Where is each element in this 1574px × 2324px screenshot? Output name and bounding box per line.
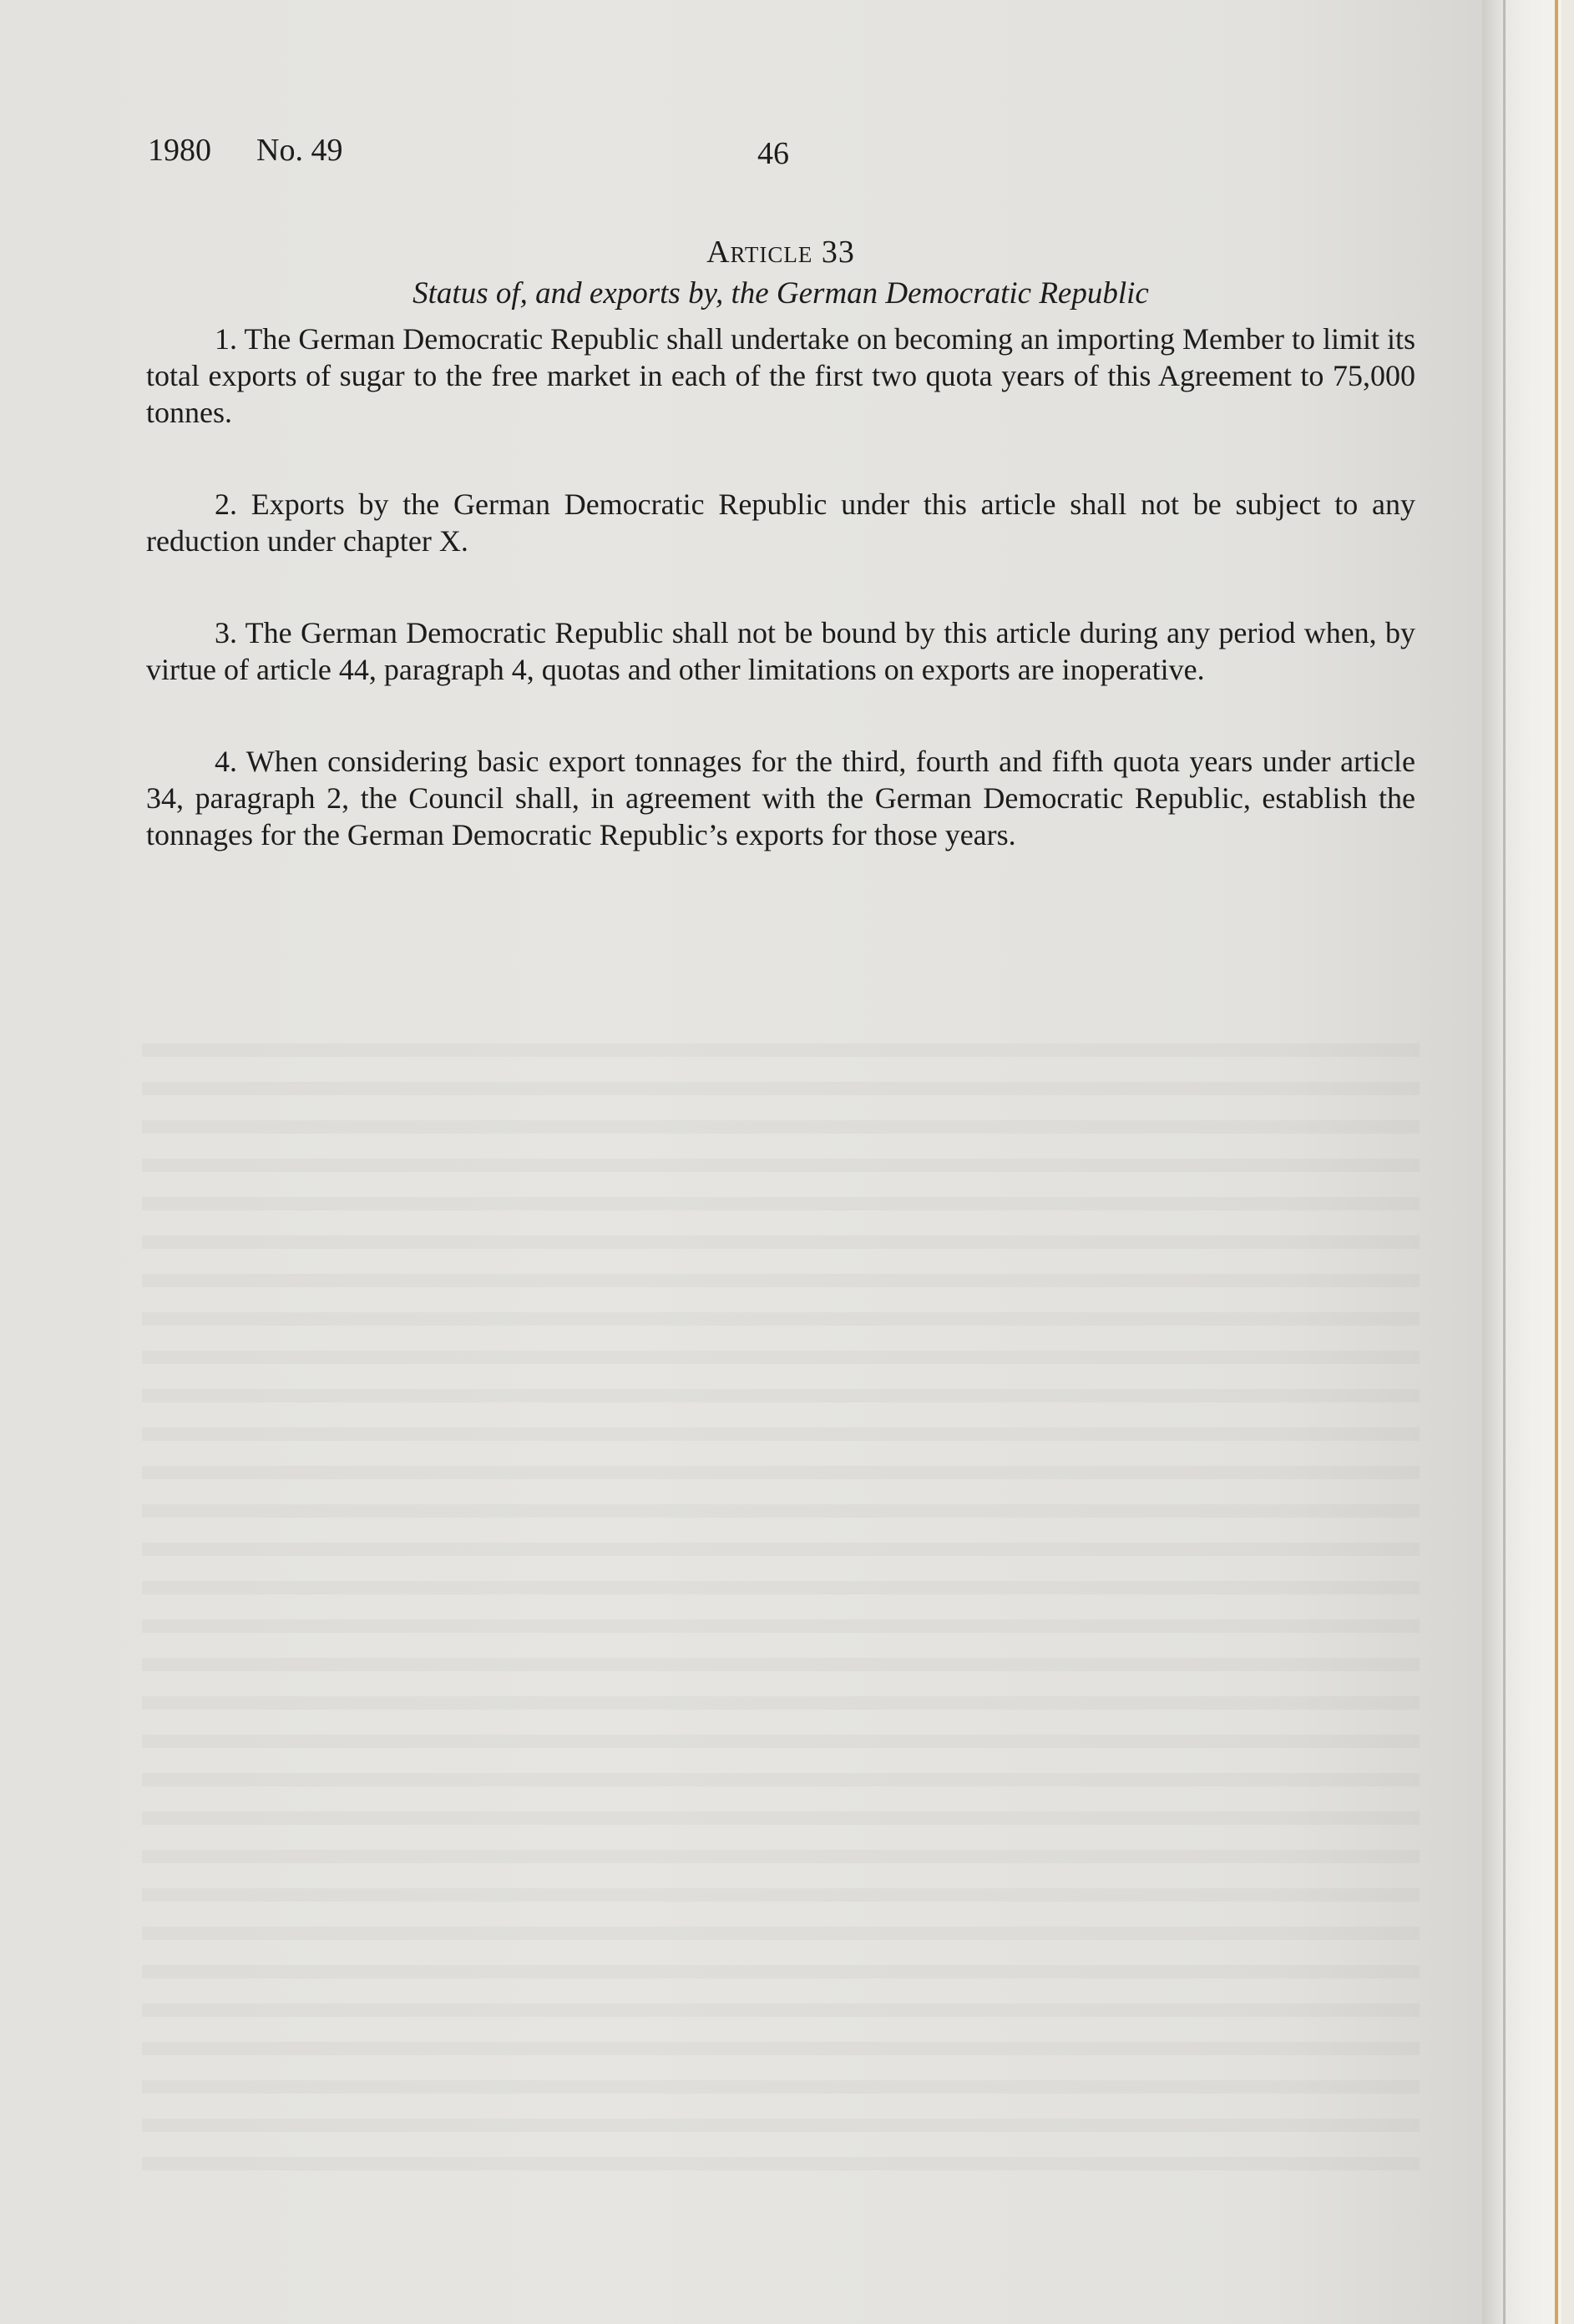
reverse-side-show-through [142,1018,1420,2187]
page-header [148,132,1417,174]
paragraph-1: 1. The German Democratic Republic shall undertake on becoming an importing Member to limit its total exports of sugar to the free market in each of the first two quota years of this Agreement to 75,000 tonnes. [146,322,1415,429]
paragraph-3: 3. The German Democratic Republic shall not be bound by this article during any period when, by virtue of article 44, paragraph 4, quotas and other limitations on exports are inoperative. [146,616,1415,686]
article-body [146,234,1415,908]
spine-edge-strip [1555,0,1558,2324]
article-title: Article 33 [706,235,855,270]
spine-outer-edge [1561,0,1574,2324]
header-year: 1980 [148,133,211,168]
header-number: No. 49 [256,133,343,168]
book-spine [1482,0,1574,2324]
page-number: 46 [757,136,789,171]
paragraph-4: 4. When considering basic export tonnages for the third, fourth and fifth quota years under article 34, paragraph 2, the Council shall, in agreement with the German Democratic Republic, establish the tonnages for the German Democratic Republic’s exports for those years. [146,745,1415,851]
spine-fold-line [1503,0,1506,2324]
paragraph-2: 2. Exports by the German Democratic Republic under this article shall not be subject to any reduction under chapter X. [146,488,1415,558]
article-subtitle: Status of, and exports by, the German Democratic Republic [412,276,1149,311]
